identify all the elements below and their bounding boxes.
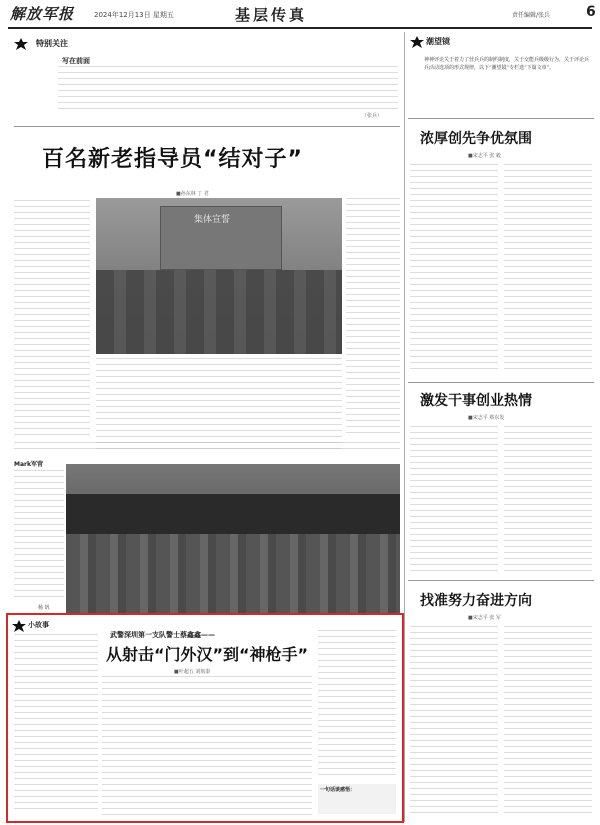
article-3-body-b	[504, 626, 592, 816]
story-body-col2	[102, 676, 312, 816]
divider-right-1	[408, 118, 594, 119]
article-1-body-b	[504, 164, 592, 374]
bottom-story	[12, 618, 398, 818]
photo-people	[96, 270, 342, 354]
lead-body-bottom	[14, 442, 400, 454]
article-3-byline: ■宋志平 张 军	[468, 615, 501, 621]
divider-top-left	[14, 126, 400, 127]
photo-soldiers	[66, 534, 400, 614]
intro-text	[58, 66, 398, 112]
divider-right-2	[408, 382, 594, 383]
story-body-col3	[318, 630, 396, 780]
mark-caption-author: 杨 钒	[38, 605, 50, 611]
star-icon	[14, 38, 28, 50]
lead-photo	[96, 198, 342, 354]
article-3-title: 找准努力奋进方向	[420, 593, 532, 609]
photo-banner	[66, 494, 400, 538]
newspaper-logo: 解放军报	[10, 5, 75, 23]
column-separator	[404, 32, 405, 822]
story-kicker: 武警深圳第一支队警士蔡鑫鑫——	[110, 630, 215, 639]
tide-intro: 神神评论关于着力了营兵兵的制约制度，关于交能兵级级行为，关于评论兵兵活动选项的形式规律，以下“潮望镜”专栏选“下篇文章”。	[424, 57, 590, 71]
masthead	[0, 0, 600, 30]
article-1-body-a	[410, 164, 498, 374]
section-title: 基层传真	[235, 6, 308, 24]
photo-board-logo: 集体宣誓	[194, 215, 231, 225]
article-1-title: 浓厚创先争优氛围	[420, 131, 532, 147]
lead-body-lower	[96, 358, 342, 454]
intro-note: （张兵）	[362, 113, 383, 119]
article-2-body-b	[504, 426, 592, 576]
divider-right-3	[408, 580, 594, 581]
lead-byline: ■孙东林 丁 君	[176, 191, 209, 197]
lead-body-col-right	[346, 198, 400, 438]
star-icon	[12, 620, 26, 632]
page-number: 6	[586, 4, 596, 20]
lead-headline: 百名新老指导员“结对子”	[42, 147, 303, 172]
article-2-title: 激发干事创业热情	[420, 393, 532, 409]
story-byline: ■叶超五 刘航泰	[174, 669, 211, 675]
special-focus-block	[14, 36, 400, 122]
article-1-byline: ■宋志平 张 毅	[468, 153, 501, 159]
article-3-body-a	[410, 626, 498, 816]
story-headline: 从射击“门外汉”到“神枪手”	[106, 645, 309, 664]
story-note	[318, 784, 396, 814]
story-body-col1	[14, 634, 98, 814]
mark-label: Mark军营	[14, 461, 43, 468]
intro-title: 写在前面	[62, 56, 90, 65]
masthead-rule	[8, 27, 592, 29]
lead-body-col1	[14, 200, 90, 440]
mark-caption	[14, 470, 64, 600]
article-2-byline: ■宋志平 蔡东发	[468, 415, 505, 421]
star-icon	[410, 36, 424, 48]
article-2-body-a	[410, 426, 498, 576]
right-header	[408, 34, 594, 114]
column-label-story: 小故事	[28, 621, 49, 629]
column-label-special: 特别关注	[36, 39, 68, 48]
soldiers-photo	[66, 464, 400, 614]
issue-date: 2024年12月13日 星期五	[94, 11, 174, 19]
story-note-label: 一句话谈感悟：	[320, 787, 356, 793]
column-label-tide: 潮望镜	[426, 37, 450, 46]
editor-line: 责任编辑/张兵	[512, 12, 551, 19]
